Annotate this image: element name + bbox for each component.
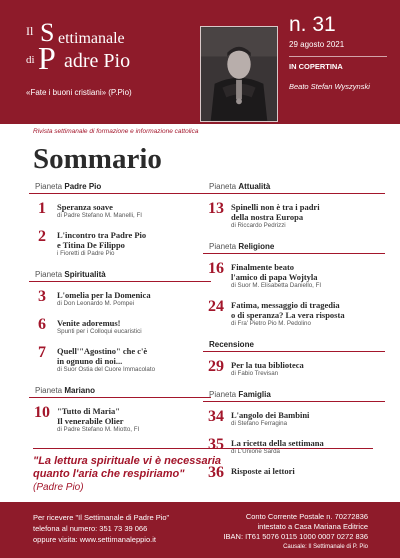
issue-date: 29 agosto 2021 — [289, 40, 345, 49]
article-title: La ricetta della settimana — [231, 438, 324, 448]
article-title: Il venerabile Olier — [57, 416, 124, 426]
article-title: Risposte ai lettori — [231, 466, 295, 476]
article-author: di Padre Stefano M. Miotto, FI — [57, 426, 140, 433]
quote-line-2: quanto l'aria che respiriamo" — [33, 468, 185, 480]
article-title: l'amico di papa Wojtyla — [231, 272, 318, 282]
entry-text — [57, 202, 207, 220]
phone-line[interactable]: telefona al numero: 351 73 39 066 — [33, 524, 148, 533]
article-title: Venite adoremus! — [57, 318, 121, 328]
postal-account: Conto Corrente Postale n. 70272836 — [245, 512, 368, 521]
section-name: Mariano — [64, 386, 96, 395]
motto: «Fate i buoni cristiani» (P.Pio) — [26, 88, 132, 97]
quote-line-1: "La lettura spirituale vi è necessaria — [33, 455, 222, 467]
article-title: L'incontro tra Padre Pio — [57, 230, 147, 240]
article-title: Spinelli non è tra i padri — [231, 202, 320, 212]
section-header — [29, 270, 211, 282]
section-header — [203, 242, 385, 254]
cover-label: IN COPERTINA — [289, 62, 343, 71]
article-author: di Stefano Ferragina — [231, 420, 288, 427]
quote-attribution: (Padre Pio) — [33, 482, 84, 493]
article-author: di Suor Ostia del Cuore Immacolato — [57, 366, 156, 373]
article-author: di L'Unione Sarda — [231, 448, 280, 455]
entry-text — [57, 346, 207, 374]
article-title: Quell'"Agostino" che c'è — [57, 346, 148, 356]
entry-text — [231, 410, 381, 428]
logo-adre-pio: adre Pio — [64, 50, 131, 72]
entry-text — [231, 360, 381, 378]
page-number: 24 — [208, 298, 224, 315]
entry-text — [57, 406, 207, 434]
article-title: o di speranza? La vera risposta — [231, 310, 345, 320]
section-header — [29, 182, 211, 194]
issue-divider — [289, 56, 387, 57]
article-title: L'omelia per la Domenica — [57, 290, 151, 300]
page-number: 2 — [38, 228, 46, 245]
padre-pio-quote — [33, 448, 373, 494]
entry-text — [231, 300, 381, 328]
entry-text — [57, 290, 207, 308]
section-prefix: Pianeta — [209, 390, 239, 399]
article-title: Per la tua biblioteca — [231, 360, 304, 370]
page-number: 16 — [208, 260, 224, 277]
article-title: e Titina De Filippo — [57, 240, 125, 250]
section-prefix: Pianeta — [209, 182, 239, 191]
article-author: Spunti per i Colloqui eucaristici — [57, 328, 142, 335]
article-title: "Tutto di Maria" — [57, 406, 120, 416]
logo-di: di — [26, 54, 35, 66]
article-title: della nostra Europa — [231, 212, 304, 222]
article-author: di Don Leonardo M. Pompei — [57, 300, 135, 307]
entry-text — [231, 202, 381, 230]
payment-info — [223, 512, 368, 552]
article-title: in ognuno di noi... — [57, 356, 123, 366]
entry-text — [57, 230, 207, 258]
cover-photo[interactable] — [200, 26, 278, 122]
payment-causale: Causale: Il Settimanale di P. Pio — [283, 544, 368, 550]
magazine-logo[interactable] — [26, 10, 176, 80]
subscription-info — [33, 512, 169, 545]
section-name: Attualità — [238, 182, 271, 191]
cover-name: Beato Stefan Wyszynski — [289, 82, 370, 91]
article-author: di Fra' Pietro Pio M. Pedolino — [231, 320, 311, 327]
entry-text — [57, 318, 207, 336]
section-name: Recensione — [209, 340, 254, 349]
section-header — [203, 340, 385, 352]
masthead — [0, 0, 400, 124]
logo-il: Il — [26, 24, 34, 38]
article-author: di Fabio Trevisan — [231, 370, 279, 377]
page-number: 34 — [208, 408, 224, 425]
logo-p: P — [38, 40, 56, 76]
section-prefix: Pianeta — [35, 182, 65, 191]
section-name: Famiglia — [238, 390, 271, 399]
section-name: Padre Pio — [64, 182, 102, 191]
article-author: di Padre Stefano M. Manelli, FI — [57, 212, 142, 219]
page-number: 36 — [208, 464, 224, 481]
article-title: Speranza soave — [57, 202, 113, 212]
iban: IBAN: IT61 5076 0115 1000 0007 0272 836 — [223, 532, 368, 541]
issue-number: n. 31 — [289, 13, 336, 36]
article-author: di Suor M. Elisabetta Daniello, FI — [231, 282, 322, 289]
website-link[interactable]: oppure visita: www.settimanaleppio.it — [33, 535, 156, 544]
page-number: 35 — [208, 436, 224, 453]
logo-ettimanale: ettimanale — [58, 30, 125, 47]
page-number: 7 — [38, 344, 46, 361]
page-number: 6 — [38, 316, 46, 333]
page-title: Sommario — [33, 143, 162, 175]
subscription-line: Per ricevere "Il Settimanale di Padre Pio" — [33, 513, 170, 522]
article-author: di Riccardo Pedrizzi — [231, 222, 286, 229]
section-name: Spiritualità — [64, 270, 106, 279]
page-number: 10 — [34, 404, 50, 421]
section-name: Religione — [238, 242, 275, 251]
section-prefix: Pianeta — [35, 270, 65, 279]
section-header — [29, 386, 211, 398]
section-header — [203, 182, 385, 194]
cardinal-portrait-image — [201, 27, 277, 121]
article-author: i Fioretti di Padre Pio — [57, 250, 115, 257]
account-holder: intestato a Casa Mariana Editrice — [257, 522, 368, 531]
article-title: Fatima, messaggio di tragedia — [231, 300, 340, 310]
issue-info — [289, 14, 387, 91]
page-number: 3 — [38, 288, 46, 305]
article-title: L'angolo dei Bambini — [231, 410, 310, 420]
section-prefix: Pianeta — [35, 386, 65, 395]
page-number: 1 — [38, 200, 46, 217]
page-number: 13 — [208, 200, 224, 217]
entry-text — [231, 262, 381, 290]
article-title: Finalmente beato — [231, 262, 295, 272]
section-header — [203, 390, 385, 402]
logo-s: S — [40, 18, 55, 47]
page-number: 29 — [208, 358, 224, 375]
tagline: Rivista settimanale di formazione e informazione cattolica — [33, 128, 199, 135]
section-prefix: Pianeta — [209, 242, 239, 251]
footer — [0, 502, 400, 558]
